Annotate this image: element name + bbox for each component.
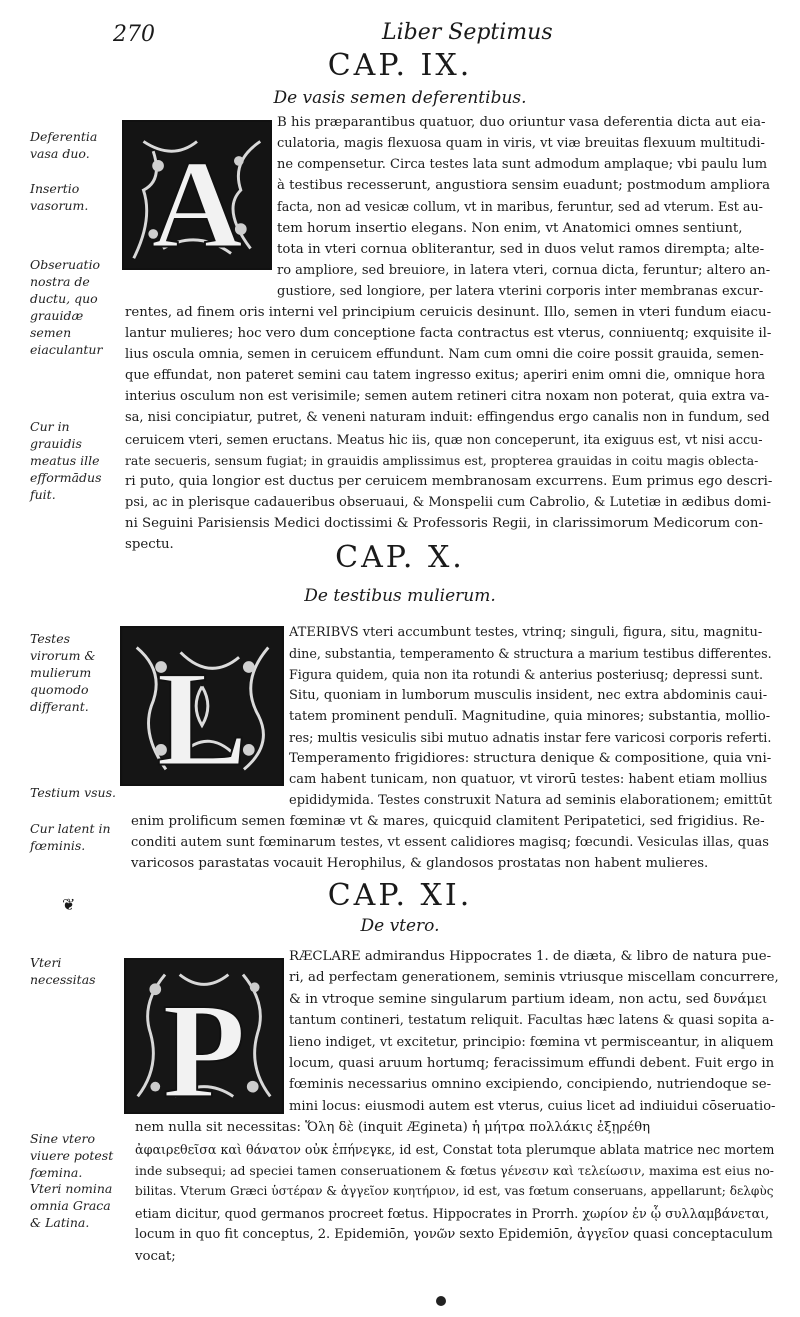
text-line: tantum contineri, testatum reliquit. Facultas hæc latens & quasi sopita a- [289, 1013, 774, 1029]
text-line: varicosos parastatas vocauit Herophilus, & glandosos prostatas non habent mulieres. [131, 856, 709, 871]
text-line: tem horum insertio elegans. Non enim, vt Anatomici omnes sentiunt, [277, 220, 743, 236]
printer-ornament-icon: ❦ [62, 895, 76, 914]
text-line: bilitas. Vterum Græci ὑστέραν & ἀγγεῖον κυητήριον, id est, vas fœtum conseruans, appellarunt; δελφὺς [135, 1184, 774, 1199]
text-line: ro ampliore, sed breuiore, in latera vteri, cornua dicta, feruntur; altero an- [277, 262, 771, 278]
text-line: epididymida. Testes construxit Natura ad seminis elaborationem; emittūt [289, 793, 772, 808]
text-line: ri, ad perfectam generationem, seminis vtriusque miscellam concurrere, [289, 970, 779, 986]
margin-note: Obseruatio nostra de ductu, quo grauidæ semen eiaculantur [30, 257, 103, 357]
text-line: à testibus recesserunt, angustiora sensim euadunt; postmodum ampliora [277, 178, 771, 194]
margin-note: Vteri necessitas [30, 955, 96, 987]
text-line: locum, quasi aruum hortumq; feracissimum effundi debent. Fuit ergo in [289, 1056, 775, 1071]
text-line: lantur mulieres; hoc vero dum conceptione facta contractus est vterus, conniuentq; exquisite il- [125, 326, 772, 341]
text-line: Situ, quoniam in lumborum musculis insident, nec extra abdominis caui- [289, 688, 768, 703]
page-number: 270 [113, 22, 155, 47]
text-line: psi, ac in plerisque cadaueribus obseruaui, & Monspelii cum Cabrolio, & Lutetiæ in ædibus domi- [125, 494, 771, 510]
text-line: fœminis necessarius omnino excipiendo, concipiendo, nutriendoque se- [289, 1077, 772, 1093]
text-line: Figura quidem, quia non ita rotundi & anterius posteriusq; depressi sunt. [289, 667, 764, 682]
chapter-title-9: De vasis semen deferentibus. [273, 88, 527, 108]
text-line: locum in quo fit conceptus, 2. Epidemiōn, γονῶν sexto Epidemiōn, ἀγγεῖον quasi conceptaculum [135, 1227, 773, 1243]
text-line: vocat; [135, 1248, 176, 1264]
text-line: enim prolificum semen fœminæ vt & mares, quicquid clamitent Peripatetici, sed frigidius. Re- [131, 814, 765, 829]
text-line: ceruicem vteri, semen eructans. Meatus hic iis, quæ non conceperunt, ita exiguus est, vt nisi accu- [125, 431, 763, 447]
ornamental-initial-p [124, 958, 284, 1114]
text-line: ne compensetur. Circa testes lata sunt admodum amplaque; vbi paulu lum [277, 157, 768, 173]
text-line: ri puto, quia longior est ductus per ceruicem membranosam excurrens. Eum primus ego descri- [125, 473, 772, 489]
margin-note: Sine vtero viuere potest fœmina. [30, 1131, 114, 1180]
margin-note: Vteri nomina omnia Graca & Latina. [30, 1181, 113, 1230]
margin-note: Insertio vasorum. [30, 181, 89, 213]
text-line: spectu. [125, 537, 174, 552]
initial-l-illustration [122, 628, 282, 784]
text-line: mini locus: eiusmodi autem est vterus, cuius licet ad indiuidui cōseruatio- [289, 1098, 776, 1114]
text-line: & in vtroque semine singularum partium ideam, non actu, sed δυνάμει [289, 991, 768, 1007]
chapter-heading-9: CAP. IX. [327, 48, 473, 83]
initial-p-illustration [126, 960, 282, 1112]
text-line: cam habent tunicam, non quatuor, vt virorū testes: habent etiam mollius [289, 772, 768, 787]
text-line: tatem prominent pendulī. Magnitudine, quia minores; substantia, mollio- [289, 709, 771, 724]
text-line: interius osculum non est verisimile; semen autem retineri citra noxam non poterat, quia extra va- [125, 389, 770, 405]
margin-note: Cur latent in fœminis. [30, 821, 111, 853]
chapter-heading-11: CAP. XI. [327, 878, 473, 913]
text-line: facta, non ad vesicæ collum, vt in maribus, feruntur, sed ad vterum. Est au- [277, 199, 763, 215]
text-line: Temperamento frigidiores: structura denique & compositione, quia vni- [289, 751, 772, 766]
initial-a-illustration [124, 122, 270, 268]
text-line: gustiore, sed longiore, per latera vterini corporis inter membranas excur- [277, 283, 764, 299]
text-line: etiam dicitur, quod germanos procreet fœtus. Hippocrates in Prorrh. χωρίον ἐν ᾧ συλλαμβάνεται, [135, 1205, 770, 1221]
text-line: res; multis vesiculis sibi mutuo adnatis instar fere varicosi corporis referti. [289, 730, 772, 745]
text-line: RÆCLARE admirandus Hippocrates 1. de diæta, & libro de natura pue- [289, 949, 772, 964]
svg-text:L: L [156, 642, 248, 784]
text-line: culatoria, magis flexuosa quam in viris, vt viæ breuitas flexuum multitudi- [277, 136, 765, 152]
margin-note: Cur in grauidis meatus ille efformādus fuit. [30, 419, 102, 502]
text-line: rate secueris, sensum fugiat; in grauidis amplissimus est, propterea grauidas in coitu magis oblecta- [125, 452, 759, 468]
ornamental-initial-l [120, 626, 284, 786]
text-line: dine, substantia, temperamento & structura a marium testibus differentes. [289, 646, 772, 661]
text-line: ἀφαιρεθεῖσα καὶ θάνατον οὐκ ἐπήνεγκε, id est, Constat tota plerumque ablata matrice nec mortem [135, 1141, 775, 1157]
margin-note: Testium vsus. [30, 785, 116, 800]
margin-note: Deferentia vasa duo. [30, 129, 98, 161]
text-line: inde subsequi; ad speciei tamen conseruationem & fœtus γένεσιν καὶ τελείωσιν, maxima est eius no- [135, 1163, 774, 1178]
running-title: Liber Septimus [382, 20, 553, 45]
text-line: que effundat, non pateret semini cau tatem ingresso exitus; aperiri enim omni die, omnique hora [125, 368, 766, 384]
text-line: nem nulla sit necessitas: Ὅλη δὲ (inquit Ægineta) ἡ μήτρα πολλάκις ἐξῃρέθη [135, 1120, 651, 1136]
text-line: lius oscula omnia, semen in ceruicem effundunt. Nam cum omni die coire possit grauida, semen- [125, 347, 764, 363]
text-line: sa, nisi concipiatur, putret, & veneni naturam induit: effingendus ergo canalis non in fundum, sed [125, 410, 770, 426]
text-line: tota in vteri cornua obliterantur, sed in duos velut ramos dirempta; alte- [277, 241, 765, 257]
chapter-heading-10: CAP. X. [335, 540, 465, 575]
text-line: lieno indiget, vt excitetur, principio: fœmina vt permisceantur, in aliquem [289, 1034, 774, 1050]
svg-text:P: P [162, 974, 246, 1112]
text-line: ni Seguini Parisiensis Medici doctissimi & Professoris Regii, in clarissimorum Medicorum con- [125, 515, 763, 531]
ornamental-initial-a [122, 120, 272, 270]
text-line: B his præparantibus quatuor, duo oriuntur vasa deferentia dicta aut eia- [277, 115, 766, 130]
ink-blot [436, 1296, 446, 1306]
margin-note: Testes virorum & mulierum quomodo differant. [30, 631, 96, 714]
text-line: ATERIBVS vteri accumbunt testes, vtrinq; singuli, figura, situ, magnitu- [289, 625, 763, 640]
text-line: conditi autem sunt fœminarum testes, vt essent calidiores magisq; fœcundi. Vesiculas illas, quas [131, 835, 769, 850]
svg-text:A: A [151, 134, 243, 268]
chapter-title-11: De vtero. [360, 916, 440, 936]
chapter-title-10: De testibus mulierum. [304, 586, 496, 606]
text-line: rentes, ad finem oris interni vel principium ceruicis desinunt. Illo, semen in vteri fundum eiacu- [125, 304, 772, 320]
